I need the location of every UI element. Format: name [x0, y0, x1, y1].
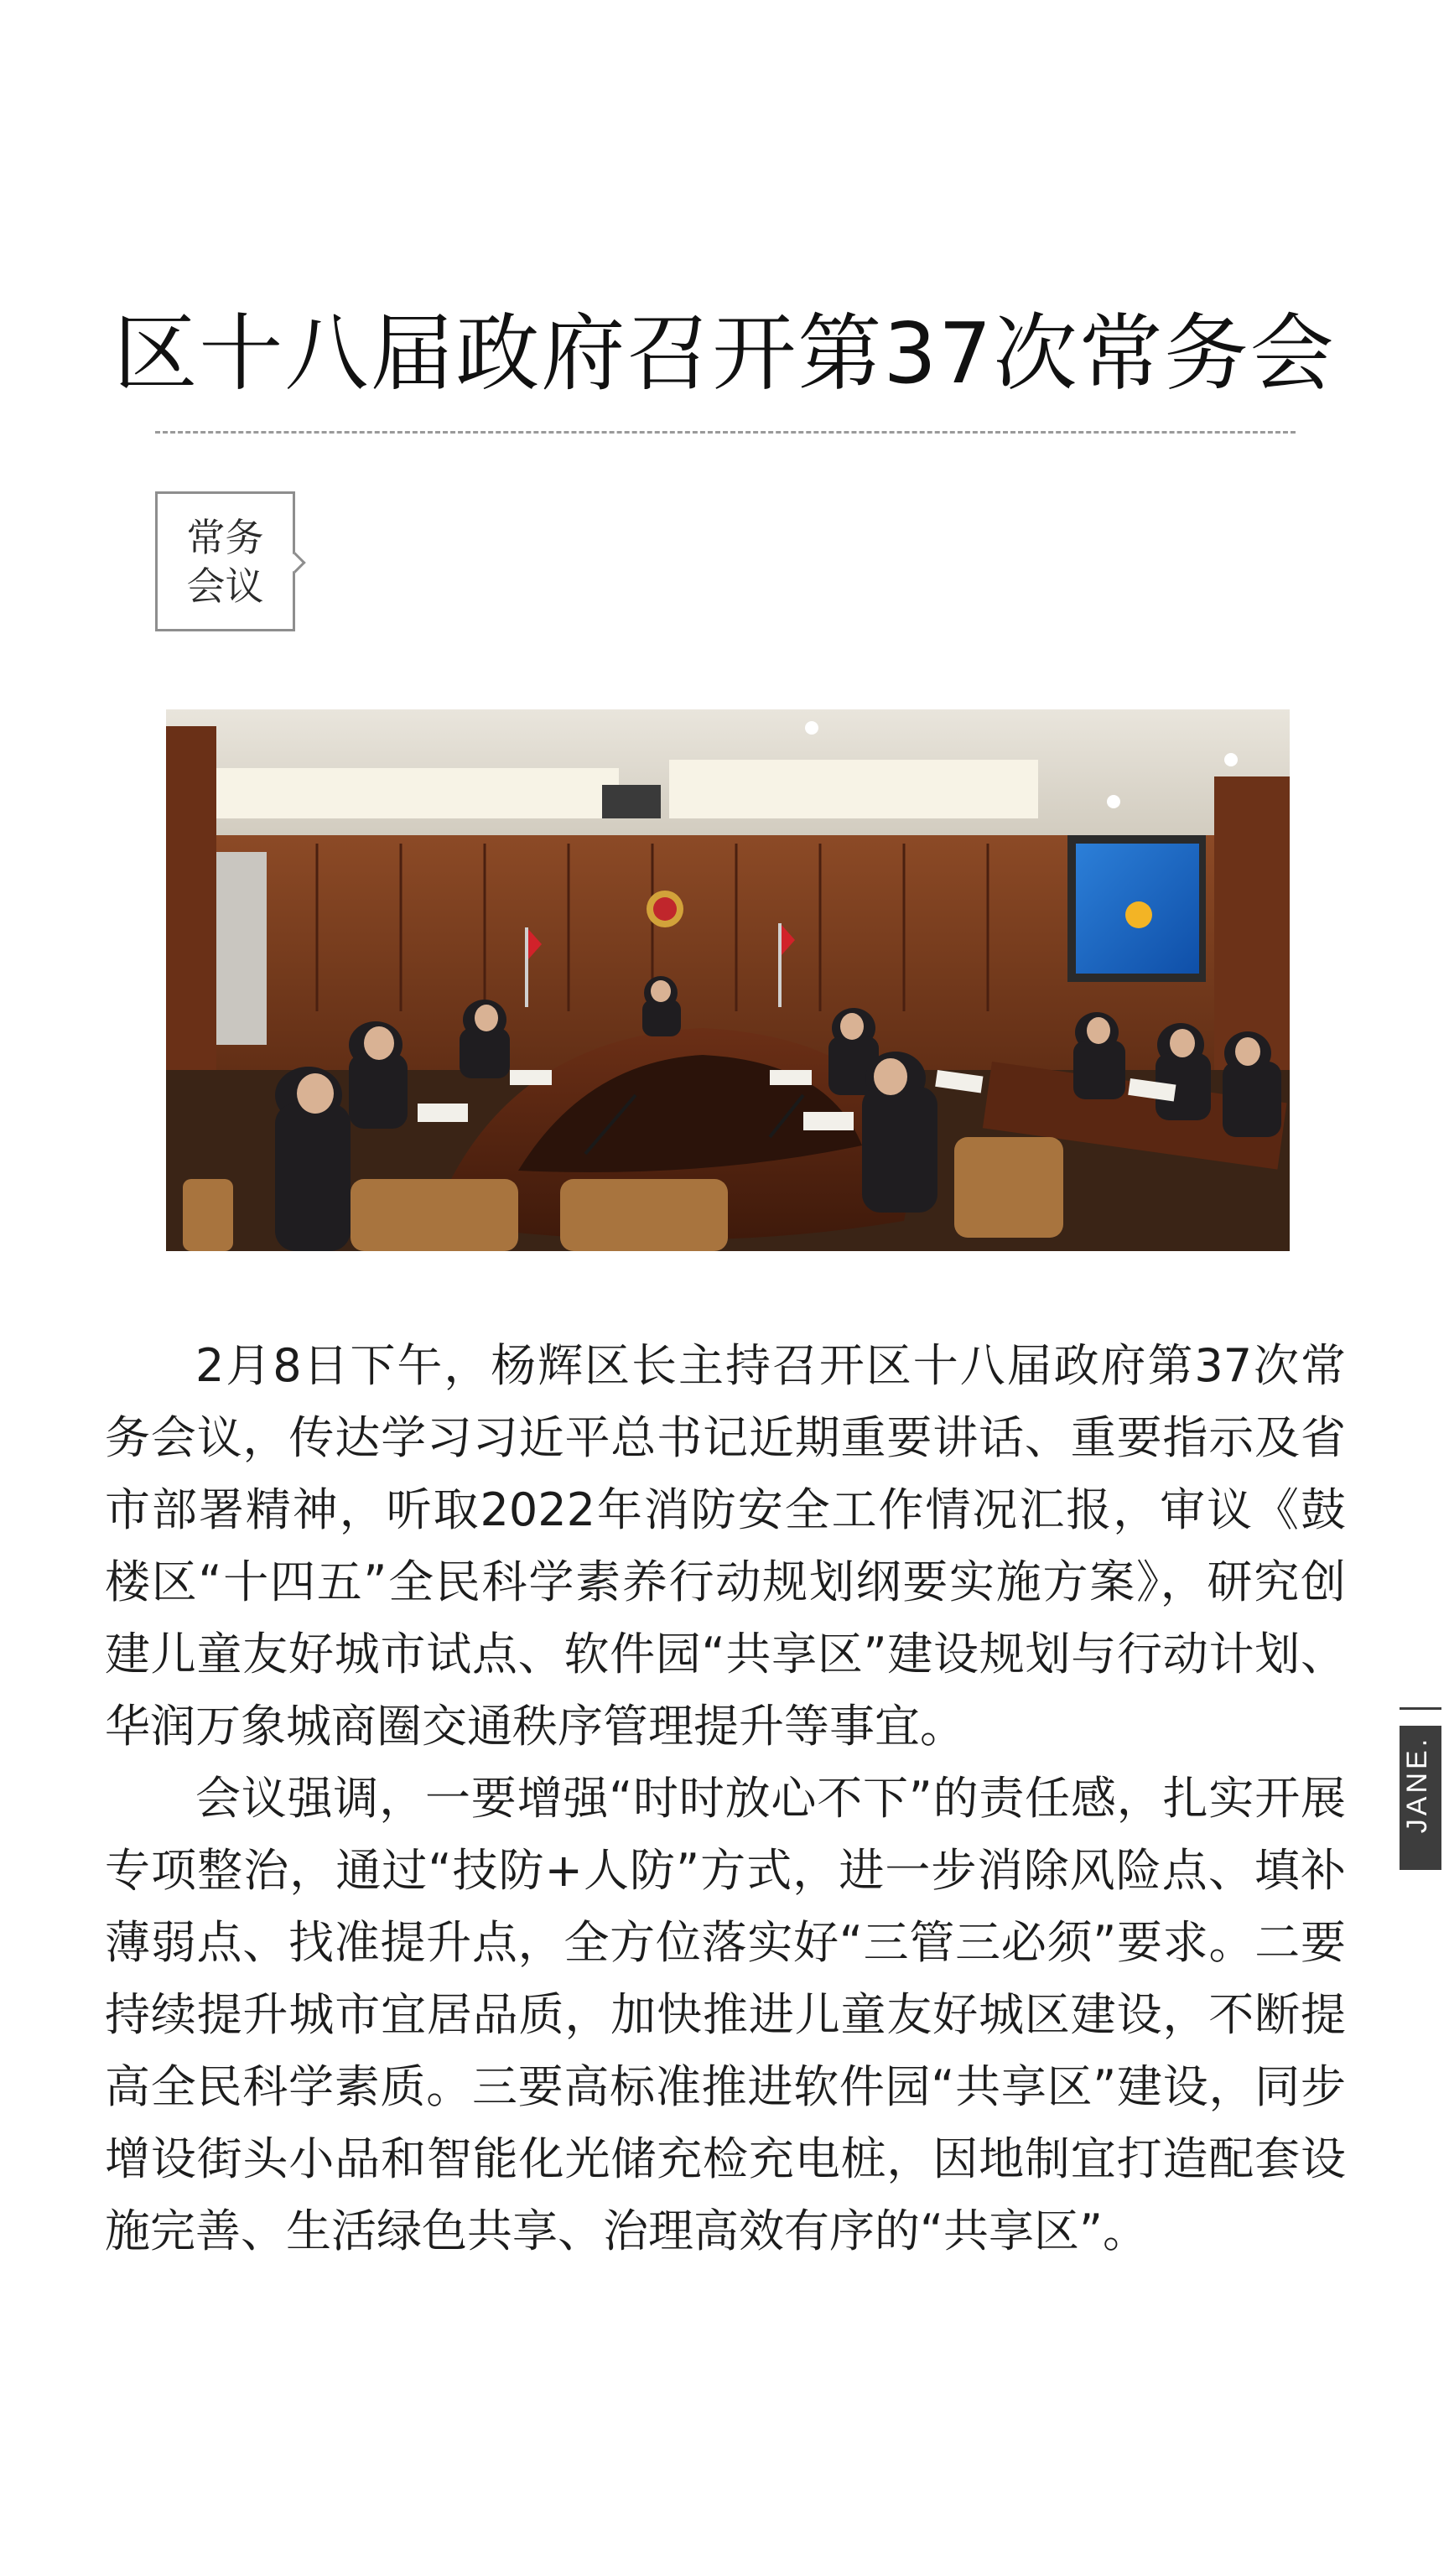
category-tag-label: 常务 会议 — [186, 515, 264, 609]
side-tab-divider — [1400, 1707, 1441, 1710]
meeting-photo — [166, 709, 1290, 1251]
article-title: 区十八届政府召开第37次常务会 — [113, 304, 1336, 402]
article-body — [105, 1330, 1346, 2267]
side-tab-label: JANE. — [1401, 1735, 1433, 1834]
paragraph: 会议强调，一要增强“时时放心不下”的责任感，扎实开展专项整治，通过“技防+人防”方式，进一步消除风险点、填补薄弱点、找准提升点，全方位落实好“三管三必须”要求。二要持续提升城市宜居品质，加快推进儿童友好城区建设，不断提高全民科学素质。三要高标准推进软件园“共享区”建设，同步增设街头小品和智能化光储充检充电桩，因地制宜打造配套设施完善、生活绿色共享、治理高效有序的“共享区”。 — [105, 1772, 1346, 2257]
paragraph: 2月8日下午，杨辉区长主持召开区十八届政府第37次常务会议，传达学习习近平总书记近期重要讲话、重要指示及省市部署精神，听取2022年消防安全工作情况汇报，审议《鼓楼区“十四五”全民科学素养行动规划纲要实施方案》，研究创建儿童友好城市试点、软件园“共享区”建设规划与行动计划、华润万象城商圈交通秩序管理提升等事宜。 — [105, 1339, 1346, 1753]
title-divider — [155, 431, 1296, 434]
